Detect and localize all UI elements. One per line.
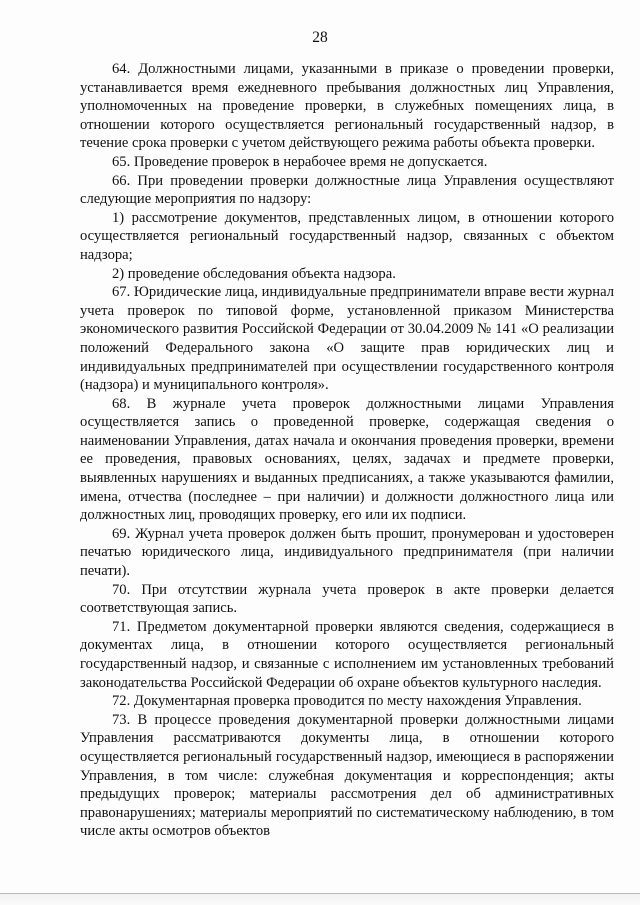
list-item-2: 2) проведение обследования объекта надзора. (112, 265, 396, 282)
paragraph-69: 69. Журнал учета проверок должен быть прошит, пронумерован и удостоверен печатью юридического лица, индивидуального предпринимателя (при наличии печати). (80, 525, 614, 580)
paragraph-65: 65. Проведение проверок в нерабочее время не допускается. (112, 153, 488, 170)
page-number: 28 (312, 29, 328, 46)
paragraph-70: 70. При отсутствии журнала учета проверок в акте проверки делается соответствующая запись. (80, 581, 614, 617)
paragraph-73: 73. В процессе проведения документарной проверки должностными лицами Управления рассматриваются документы лица, в отношении которого осуществляется региональный государственный надзор, имеющиеся в распоряжении Управления, в том числе: служебная документация и корреспонденция; акты предыдущих проверок; материалы рассмотрения дел об административных правонарушениях; материалы мероприятий по систематическому наблюдению, в том числе акты осмотров объектов (80, 711, 614, 840)
paragraph-66: 66. При проведении проверки должностные лица Управления осуществляют следующие мероприятия по надзору: (80, 172, 614, 208)
scan-bottom-shade (0, 894, 640, 905)
paragraph-64: 64. Должностными лицами, указанными в приказе о проведении проверки, устанавливается время ежедневного пребывания должностных лиц Управления, уполномоченных на проведение проверки, в служебных помещениях лица, в отношении которого осуществляется региональный государственный надзор, в течение срока проверки с учетом действующего режима работы объекта проверки. (80, 61, 614, 152)
document-body (80, 60, 614, 841)
paragraph-68: 68. В журнале учета проверок должностными лицами Управления осуществляется запись о проведенной проверке, содержащая сведения о наименовании Управления, датах начала и окончания проведения проверки, времени ее проведения, правовых основаниях, целях, задачах и предмете проверки, выявленных нарушениях и выданных предписаниях, а также указываются фамилии, имена, отчества (последнее – при наличии) и должности должностного лица или должностных лиц, проводящих проверку, его или их подписи. (80, 395, 614, 524)
paragraph-71: 71. Предметом документарной проверки являются сведения, содержащиеся в документах лица, в отношении которого осуществляется региональный государственный надзор, и связанные с исполнением им установленных требований законодательства Российской Федерации об охране объектов культурного наследия. (80, 618, 614, 691)
list-item-1: 1) рассмотрение документов, представленных лицом, в отношении которого осуществляется региональный государственный надзор, связанных с объектом надзора; (80, 209, 614, 263)
paragraph-67: 67. Юридические лица, индивидуальные предприниматели вправе вести журнал учета проверок по типовой форме, установленной приказом Министерства экономического развития Российской Федерации от 30.04.2009 № 141 «О реализации положений Федерального закона «О защите прав юридических лиц и индивидуальных предпринимателей при осуществлении государственного контроля (надзора) и муниципального контроля». (80, 284, 614, 394)
paragraph-72: 72. Документарная проверка проводится по месту нахождения Управления. (112, 693, 582, 710)
